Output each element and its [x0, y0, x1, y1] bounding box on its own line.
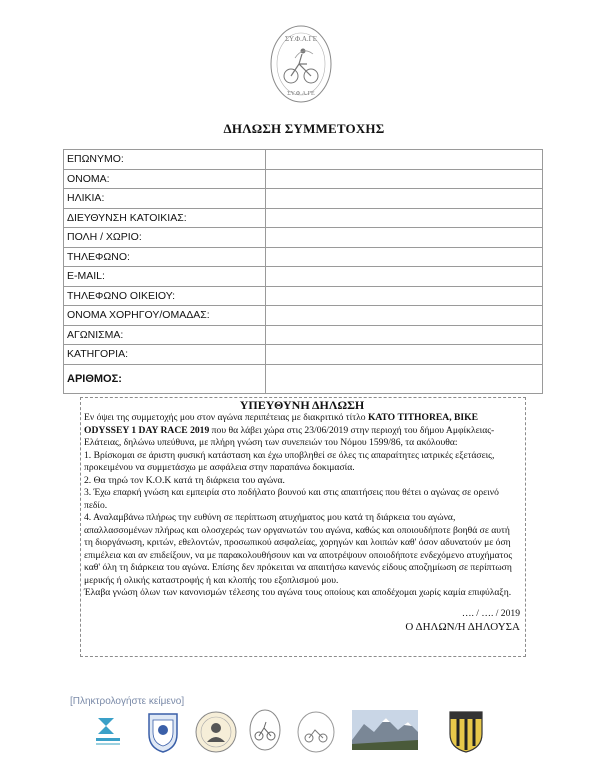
- logo-top-text: ΣΥ.Φ.Α.ΓΕ: [284, 35, 318, 43]
- form-field-input[interactable]: [266, 150, 543, 170]
- page-title: ΔΗΛΩΣΗ ΣΥΜΜΕΤΟΧΗΣ: [223, 121, 385, 136]
- form-row: [64, 364, 543, 393]
- mountain-photo-icon: [352, 710, 418, 750]
- form-field-input[interactable]: [266, 286, 543, 306]
- event-name: ΚΑΤΟ TITHOREA, BIKE ODYSSEY 1 DAY RACE 2019: [84, 412, 478, 436]
- club-logo: [269, 24, 333, 104]
- form-field-label: ΤΗΛΕΦΩΝΟ:: [64, 247, 266, 267]
- form-field-label: ΟΝΟΜΑ ΧΟΡΗΓΟΥ/ΟΜΑΔΑΣ:: [64, 306, 266, 326]
- form-row: [64, 228, 543, 248]
- form-field-label: ΑΓΩΝΙΣΜΑ:: [64, 325, 266, 345]
- form-field-label: ΑΡΙΘΜΟΣ:: [64, 364, 266, 393]
- form-field-label: ΟΝΟΜΑ:: [64, 169, 266, 189]
- form-row: [64, 169, 543, 189]
- form-row: [64, 306, 543, 326]
- form-row: [64, 325, 543, 345]
- declaration-item-2: 2. Θα τηρώ τον Κ.Ο.Κ κατά τη διάρκεια του αγώνα.: [84, 474, 285, 486]
- form-field-label: ΕΠΩΝΥΜΟ:: [64, 150, 266, 170]
- declaration-item-3: 3. Έχω επαρκή γνώση και εμπειρία στο ποδήλατο βουνού και στις απαιτήσεις που θέτει ο αγώνας σε ορεινό πεδίο.: [84, 487, 499, 511]
- intro-text: Εν όψει της συμμετοχής μου στον αγώνα περιπέτειας με διακριτικό τίτλο: [84, 412, 368, 423]
- form-field-label: ΤΗΛΕΦΩΝΟ ΟΙΚΕΙΟΥ:: [64, 286, 266, 306]
- signature-line: Ο ΔΗΛΩΝ/Η ΔΗΛΟΥΣΑ: [405, 621, 520, 633]
- cyclist-emblem-icon: [248, 708, 282, 752]
- declaration-intro: [84, 412, 520, 450]
- registration-form: [63, 149, 543, 394]
- form-field-input[interactable]: [266, 169, 543, 189]
- form-field-input[interactable]: [266, 364, 543, 393]
- portrait-seal-icon: [194, 710, 238, 754]
- form-field-label: ΗΛΙΚΙΑ:: [64, 189, 266, 209]
- form-field-label: ΠΟΛΗ / ΧΩΡΙΟ:: [64, 228, 266, 248]
- footer-placeholder-text[interactable]: [Πληκτρολογήστε κείμενο]: [70, 696, 185, 707]
- declaration-item-1: 1. Βρίσκομαι σε άριστη φυσική κατάσταση και έχω υποβληθεί σε όλες τις απαραίτητες ιατρικές εξετάσεις, προκειμένου να συμμετάσχω με ασφάλεια στην παραπάνω δοκιμασία.: [84, 449, 495, 473]
- responsible-declaration: [80, 397, 526, 657]
- declaration-closing: Έλαβα γνώση όλων των κανονισμών τέλεσης του αγώνα τους οποίους και αποδέχομαι χωρίς καμία επιφύλαξη.: [84, 587, 512, 598]
- form-field-input[interactable]: [266, 247, 543, 267]
- club-seal-icon: [296, 710, 336, 754]
- form-row: [64, 189, 543, 209]
- form-row: [64, 247, 543, 267]
- form-field-input[interactable]: [266, 208, 543, 228]
- cyclist-emblem-icon: [269, 24, 333, 104]
- football-club-icon: [446, 708, 486, 754]
- date-line: …. / …. / 2019: [461, 607, 520, 619]
- declaration-item-4: 4. Αναλαμβάνω πλήρως την ευθύνη σε περίπτωση ατυχήματος μου κατά τη διάρκεια του αγώνα, απαλλασσομένων πλήρως και ολοσχερώς των οργανωτών του αγώνα, καθώς και οποιουδήποτε βοηθά σε αυτή τη διοργάνωση, κριτών, εθελοντών, προσωπικού ασφαλείας, χορηγών και λοιπών καθ' όσον αδυνατούν με όση επιμέλεια και αν επιδείξουν, να με παρακολουθήσουν και να αποτρέψουν οποιοδήποτε ενδεχόμενο ατυχήματος καθ' όλη τη διάρκεια του αγώνα. Επίσης δεν πρόκειται να απαιτήσω κανενός είδους αποζημίωση σε περίπτωση μερικής ή ολικής καταστροφής ή και κλοπής του εξοπλισμού μου.: [84, 512, 513, 586]
- form-row: [64, 267, 543, 287]
- logo-bottom-text: ΣΥ.Φ.Α.ΓΕ: [287, 91, 315, 97]
- intro-text-cont: που θα λάβει χώρα στις 23/06/2019 στην περιοχή του δήμου Αμφίκλειας-Ελάτειας, δηλώνω υπεύθυνα, με πλήρη γνώση των συνεπειών του Νόμου 1599/86, τα ακόλουθα:: [84, 424, 495, 448]
- form-row: [64, 208, 543, 228]
- form-field-label: ΚΑΤΗΓΟΡΙΑ:: [64, 345, 266, 365]
- form-field-input[interactable]: [266, 267, 543, 287]
- form-field-label: ΔΙΕΥΘΥΝΣΗ ΚΑΤΟΙΚΙΑΣ:: [64, 208, 266, 228]
- form-field-label: E-MAIL:: [64, 267, 266, 287]
- form-field-input[interactable]: [266, 345, 543, 365]
- form-field-input[interactable]: [266, 189, 543, 209]
- form-field-input[interactable]: [266, 325, 543, 345]
- form-field-input[interactable]: [266, 228, 543, 248]
- declaration-title: ΥΠΕΥΘΥΝΗ ΔΗΛΩΣΗ: [239, 398, 365, 412]
- crest-icon: [145, 710, 181, 754]
- form-field-input[interactable]: [266, 306, 543, 326]
- logo-icon: [92, 712, 124, 752]
- form-row: [64, 150, 543, 170]
- form-row: [64, 345, 543, 365]
- form-row: [64, 286, 543, 306]
